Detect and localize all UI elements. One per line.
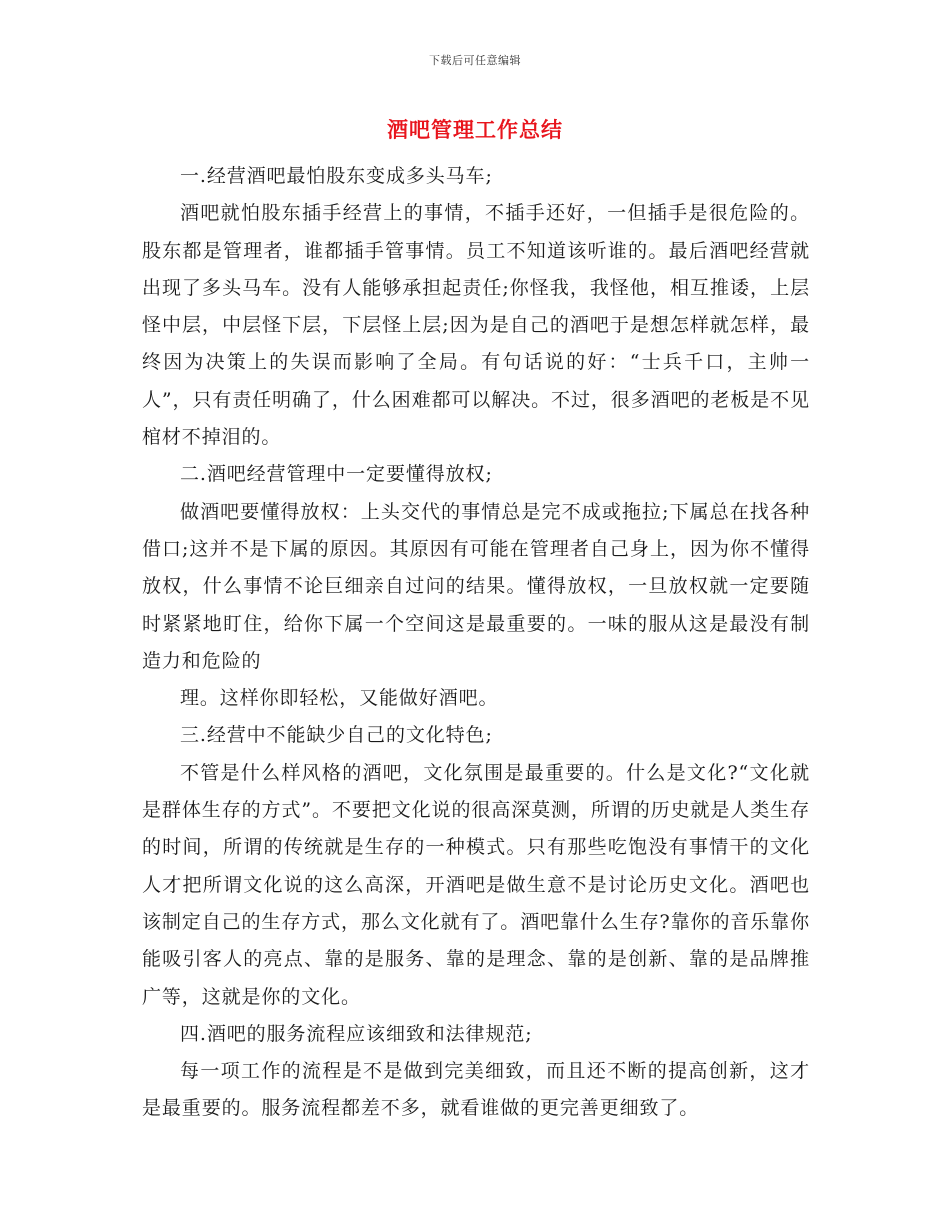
paragraph-3: 不管是什么样风格的酒吧，文化氛围是最重要的。什么是文化?“文化就是群体生存的方式”。不要把文化说的很高深莫测，所谓的历史就是人类生存的时间，所谓的传统就是生存的一种模式。只有那些吃饱没有事情干的文化人才把所谓文化说的这么高深，开酒吧是做生意不是讨论历史文化。酒吧也该制定自己的生存方式，那么文化就有了。酒吧靠什么生存?靠你的音乐靠你能吸引客人的亮点、靠的是服务、靠的是理念、靠的是创新、靠的是品牌推广等，这就是你的文化。 [142, 761, 810, 1008]
paragraph-4: 每一项工作的流程是不是做到完美细致，而且还不断的提高创新，这才是最重要的。服务流程都差不多，就看谁做的更完善更细致了。 [142, 1060, 810, 1120]
document-title: 酒吧管理工作总结 [387, 117, 563, 142]
document-body [142, 158, 810, 1128]
paragraph-2-continued: 理。这样你即轻松，又能做好酒吧。 [180, 687, 499, 710]
heading-1: 一.经营酒吧最怕股东变成多头马车; [180, 165, 493, 187]
heading-4: 四.酒吧的服务流程应该细致和法律规范; [180, 1022, 533, 1045]
heading-2: 二.酒吧经营管理中一定要懂得放权; [180, 463, 493, 486]
heading-3: 三.经营中不能缺少自己的文化特色; [180, 724, 493, 747]
page-header-note: 下载后可任意编辑 [429, 54, 521, 67]
paragraph-2: 做酒吧要懂得放权：上头交代的事情总是完不成或拖拉;下属总在找各种借口;这并不是下属的原因。其原因有可能在管理者自己身上，因为你不懂得放权，什么事情不论巨细亲自过问的结果。懂得放权，一旦放权就一定要随时紧紧地盯住，给你下属一个空间这是最重要的。一味的服从这是最没有制造力和危险的 [142, 500, 810, 672]
paragraph-1: 酒吧就怕股东插手经营上的事情，不插手还好，一但插手是很危险的。股东都是管理者，谁都插手管事情。员工不知道该听谁的。最后酒吧经营就出现了多头马车。没有人能够承担起责任;你怪我，我怪他，相互推诿，上层怪中层，中层怪下层，下层怪上层;因为是自己的酒吧于是想怎样就怎样，最终因为决策上的失误而影响了全局。有句话说的好：“士兵千口，主帅一人”，只有责任明确了，什么困难都可以解决。不过，很多酒吧的老板是不见棺材不掉泪的。 [142, 202, 810, 449]
